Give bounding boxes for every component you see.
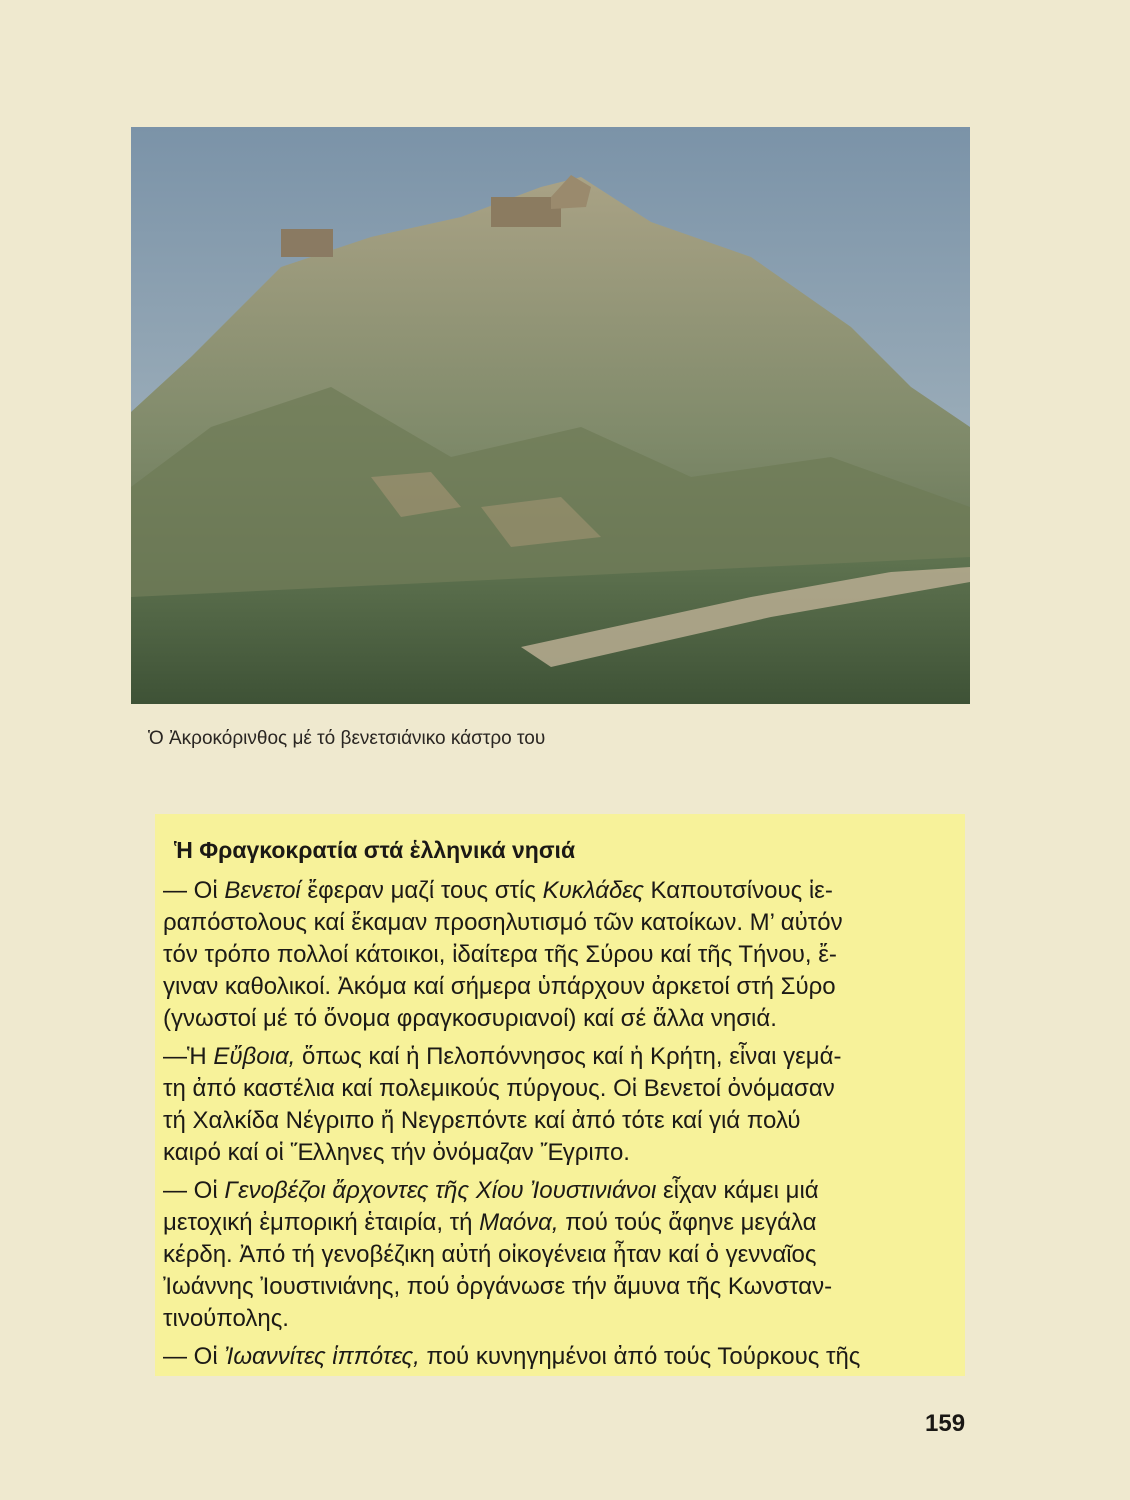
para3-line2	[163, 1209, 943, 1237]
para1-line4: γιναν καθολικοί. Ἀκόμα καί σήμερα ὑπάρχουν ἀρκετοί στή Σύρο	[163, 973, 836, 1000]
para2-line2: τη ἀπό καστέλια καί πολεμικούς πύργους. Οἱ Βενετοί ὀνόμασαν	[163, 1075, 835, 1102]
text-run: — Οἱ	[163, 877, 225, 904]
text-run: μετοχική ἐμπορική ἑταιρία, τή	[163, 1209, 480, 1236]
text-run: ἔφεραν μαζί τους στίς	[300, 877, 543, 904]
italic-run: Βενετοί	[224, 877, 301, 904]
photo-caption: Ὁ Ἀκροκόρινθος μέ τό βενετσιάνικο κάστρο του	[148, 728, 546, 749]
para3-line4: Ἰωάννης Ἰουστινιάνης, πού ὀργάνωσε τήν ἄμυνα τῆς Κωνσταν-	[163, 1273, 833, 1300]
italic-run: Μαόνα,	[479, 1209, 559, 1236]
castle-walls-top	[491, 197, 561, 227]
para2-line3: τή Χαλκίδα Νέγριπο ἤ Νεγρεπόντε καί ἀπό τότε καί γιά πολύ	[163, 1107, 801, 1134]
castle-tower-left	[281, 229, 333, 257]
acrocorinth-illustration	[131, 127, 970, 704]
para3-line1	[163, 1177, 943, 1205]
italic-run: Εὔβοια,	[213, 1043, 296, 1070]
italic-run: Ἰωαννίτες ἱππότες,	[224, 1343, 420, 1370]
text-run: πού κυνηγημένοι ἀπό τούς Τούρκους τῆς	[419, 1343, 861, 1370]
text-run: ὅπως καί ἡ Πελοπόννησος καί ἡ Κρήτη, εἶναι γεμά-	[295, 1043, 842, 1070]
para3-line3: κέρδη. Ἀπό τή γενοβέζικη αὐτή οἰκογένεια ἦταν καί ὁ γενναῖος	[163, 1241, 817, 1268]
text-run: πού τούς ἄφηνε μεγάλα	[558, 1209, 817, 1236]
page-number: 159	[925, 1410, 966, 1437]
para2-line4: καιρό καί οἱ Ἕλληνες τήν ὀνόμαζαν Ἔγριπο.	[163, 1139, 630, 1166]
para2-line1	[163, 1043, 943, 1071]
box-heading: Ἡ Φραγκοκρατία στά ἑλληνικά νησιά	[174, 837, 576, 863]
text-run: εἶχαν κάμει μιά	[656, 1177, 819, 1204]
para1-line1	[163, 877, 943, 905]
italic-run: Κυκλάδες	[542, 877, 644, 904]
text-run: — Οἱ	[163, 1343, 225, 1370]
acrocorinth-photo	[131, 127, 970, 704]
para1-line3: τόν τρόπο πολλοί κάτοικοι, ἰδαίτερα τῆς Σύρου καί τῆς Τήνου, ἔ-	[163, 941, 837, 968]
para4-line1	[163, 1343, 943, 1371]
para1-line2: ραπόστολους καί ἔκαμαν προσηλυτισμό τῶν κατοίκων. Μ’ αὐτόν	[163, 909, 843, 936]
text-run: — Οἱ	[163, 1177, 225, 1204]
para3-line5: τινούπολης.	[163, 1305, 289, 1332]
text-run: —Ἡ	[163, 1043, 214, 1070]
para1-line5: (γνωστοί μέ τό ὄνομα φραγκοσυριανοί) καί σέ ἄλλα νησιά.	[163, 1005, 777, 1032]
text-run: Καπουτσίνους ἱε-	[643, 877, 833, 904]
italic-run: Γενοβέζοι ἄρχοντες τῆς Χίου Ἰουστινιάνοι	[224, 1177, 657, 1204]
